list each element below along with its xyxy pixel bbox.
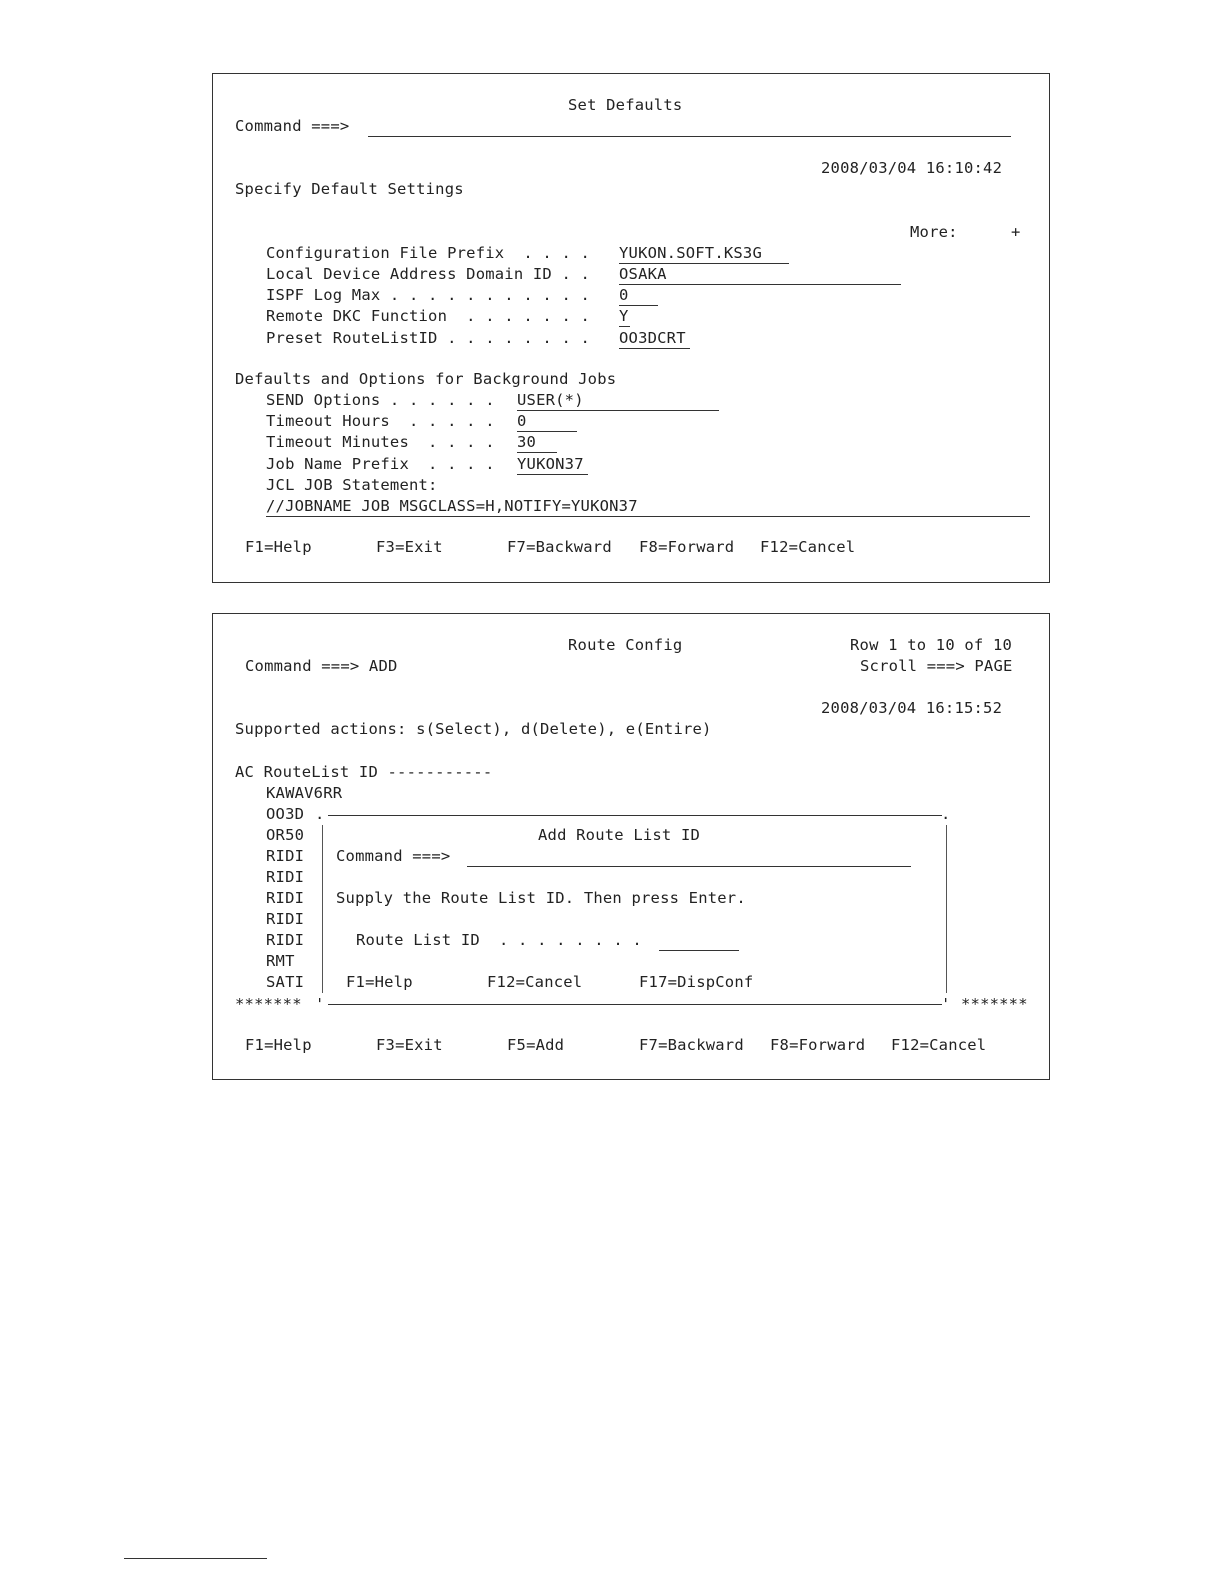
background-jobs-heading: Defaults and Options for Background Jobs — [235, 370, 617, 388]
popup-bottom-border — [328, 1004, 942, 1005]
local-device-domain-field[interactable]: OSAKA — [619, 265, 667, 283]
popup-title: Add Route List ID — [538, 826, 701, 844]
fkey-cancel[interactable]: F12=Cancel — [760, 538, 856, 556]
list-item[interactable]: RIDI — [266, 889, 305, 907]
remote-dkc-function-field[interactable]: Y — [619, 307, 629, 325]
job-name-prefix-underline — [517, 474, 588, 475]
preset-routelist-field[interactable]: OO3DCRT — [619, 329, 686, 347]
datetime: 2008/03/04 16:10:42 — [821, 159, 1003, 177]
fkey-cancel[interactable]: F12=Cancel — [891, 1036, 987, 1054]
set-defaults-panel — [212, 73, 1050, 583]
fkey-add[interactable]: F5=Add — [507, 1036, 565, 1054]
fkey-backward[interactable]: F7=Backward — [507, 538, 612, 556]
fkey-backward[interactable]: F7=Backward — [639, 1036, 744, 1054]
section-heading: Specify Default Settings — [235, 180, 464, 198]
send-options-field[interactable]: USER(*) — [517, 391, 584, 409]
popup-instruction: Supply the Route List ID. Then press Enter. — [336, 889, 746, 907]
popup-fkey-cancel[interactable]: F12=Cancel — [487, 973, 583, 991]
preset-routelist-label: Preset RouteListID . . . . . . . . — [266, 329, 591, 347]
list-item[interactable]: RIDI — [266, 847, 305, 865]
list-item[interactable]: RIDI — [266, 910, 305, 928]
timeout-minutes-field[interactable]: 30 — [517, 433, 537, 451]
more-label: More: — [910, 223, 958, 241]
timeout-hours-underline — [517, 431, 577, 432]
more-indicator: + — [1011, 223, 1021, 241]
popup-top-right-dot: . — [941, 805, 951, 823]
route-config-panel — [212, 613, 1050, 1080]
send-options-underline — [517, 410, 719, 411]
panel-title: Set Defaults — [568, 96, 683, 114]
fkey-exit[interactable]: F3=Exit — [376, 1036, 443, 1054]
popup-left-border — [322, 825, 323, 993]
footnote-separator — [124, 1558, 267, 1559]
timeout-minutes-label: Timeout Minutes . . . . — [266, 433, 495, 451]
popup-command-input[interactable] — [467, 866, 911, 867]
popup-command-label: Command ===> — [336, 847, 451, 865]
popup-top-left-dot: . — [315, 805, 325, 823]
end-marker-right: ******* — [961, 995, 1028, 1013]
datetime: 2008/03/04 16:15:52 — [821, 699, 1003, 717]
ispf-log-max-field[interactable]: 0 — [619, 286, 629, 304]
supported-actions: Supported actions: s(Select), d(Delete), e(Entire) — [235, 720, 712, 738]
fkey-forward[interactable]: F8=Forward — [770, 1036, 866, 1054]
route-list-id-input[interactable] — [659, 950, 739, 951]
list-item[interactable]: OR50 — [266, 826, 305, 844]
popup-fkey-help[interactable]: F1=Help — [346, 973, 413, 991]
fkey-forward[interactable]: F8=Forward — [639, 538, 735, 556]
popup-top-border — [328, 815, 942, 816]
timeout-minutes-underline — [517, 452, 557, 453]
ispf-log-max-underline — [619, 305, 658, 306]
jcl-job-statement-field[interactable]: //JOBNAME JOB MSGCLASS=H,NOTIFY=YUKON37 — [266, 497, 638, 515]
row-indicator: Row 1 to 10 of 10 — [850, 636, 1013, 654]
jcl-job-statement-label: JCL JOB Statement: — [266, 476, 438, 494]
remote-dkc-function-label: Remote DKC Function . . . . . . . — [266, 307, 591, 325]
route-list-id-label: Route List ID . . . . . . . . — [356, 931, 642, 949]
config-file-prefix-field[interactable]: YUKON.SOFT.KS3G — [619, 244, 762, 262]
end-marker-left: ******* — [235, 995, 302, 1013]
job-name-prefix-label: Job Name Prefix . . . . — [266, 455, 495, 473]
popup-bottom-left-tick: ' — [315, 995, 325, 1013]
timeout-hours-field[interactable]: 0 — [517, 412, 527, 430]
panel-title: Route Config — [568, 636, 683, 654]
scroll-field[interactable]: Scroll ===> PAGE — [860, 657, 1013, 675]
list-item[interactable]: RIDI — [266, 868, 305, 886]
config-file-prefix-underline — [619, 263, 789, 264]
list-item[interactable]: OO3D — [266, 805, 305, 823]
timeout-hours-label: Timeout Hours . . . . . — [266, 412, 495, 430]
local-device-domain-label: Local Device Address Domain ID . . — [266, 265, 591, 283]
config-file-prefix-label: Configuration File Prefix . . . . — [266, 244, 591, 262]
popup-bottom-right-tick: ' — [941, 995, 951, 1013]
ispf-log-max-label: ISPF Log Max . . . . . . . . . . . — [266, 286, 591, 304]
fkey-help[interactable]: F1=Help — [245, 538, 312, 556]
job-name-prefix-field[interactable]: YUKON37 — [517, 455, 584, 473]
preset-routelist-underline — [619, 348, 690, 349]
fkey-exit[interactable]: F3=Exit — [376, 538, 443, 556]
local-device-domain-underline — [619, 284, 901, 285]
list-item[interactable]: KAWAV6RR — [266, 784, 343, 802]
popup-right-border — [946, 825, 947, 993]
send-options-label: SEND Options . . . . . . — [266, 391, 495, 409]
popup-fkey-dispconf[interactable]: F17=DispConf — [639, 973, 754, 991]
list-item[interactable]: RIDI — [266, 931, 305, 949]
command-input[interactable]: Command ===> ADD — [245, 657, 398, 675]
list-item[interactable]: RMT — [266, 952, 295, 970]
list-header: AC RouteList ID ----------- — [235, 763, 493, 781]
command-label: Command ===> — [235, 117, 350, 135]
command-input[interactable] — [368, 136, 1011, 137]
list-item[interactable]: SATI — [266, 973, 305, 991]
jcl-job-statement-underline — [266, 516, 1030, 517]
fkey-help[interactable]: F1=Help — [245, 1036, 312, 1054]
remote-dkc-function-underline — [619, 326, 630, 327]
